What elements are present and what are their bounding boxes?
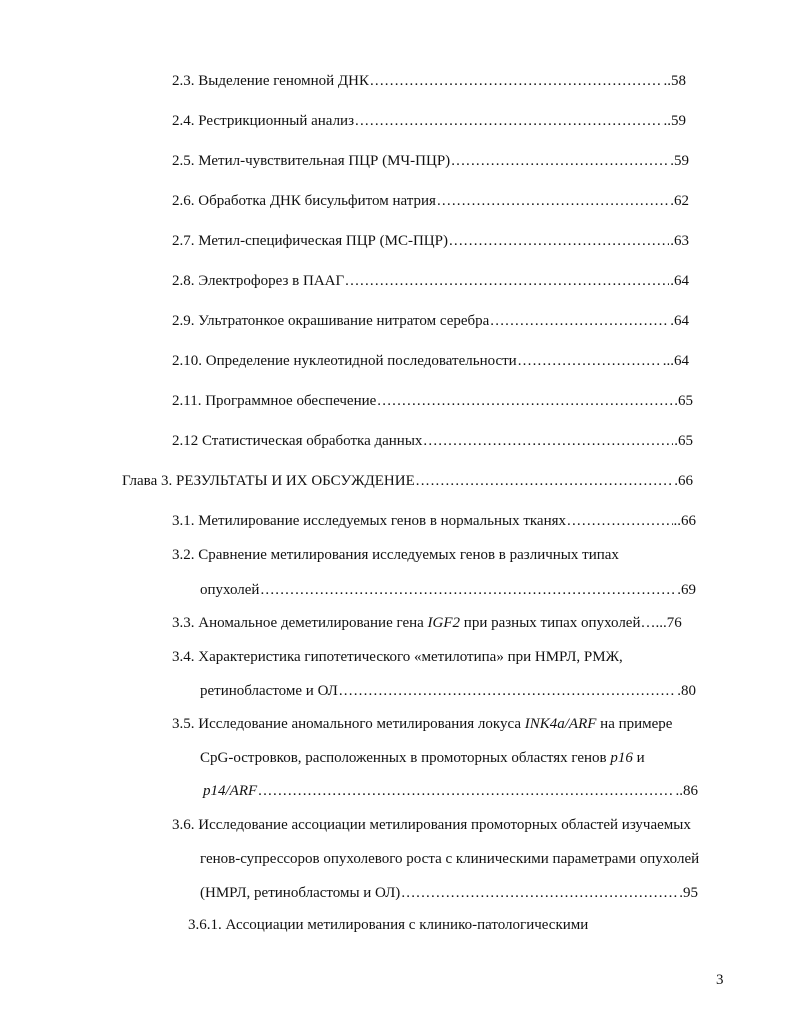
gene-name: INK4a/ARF bbox=[524, 716, 597, 732]
toc-entry-2-8 bbox=[172, 272, 689, 290]
toc-entry-2-11 bbox=[172, 392, 693, 410]
toc-entry-2-9 bbox=[172, 312, 689, 330]
dot-leader bbox=[339, 682, 676, 700]
dot-leader bbox=[451, 152, 669, 170]
toc-label: 2.4. Рестрикционный анализ bbox=[172, 113, 355, 129]
page-number: 3 bbox=[716, 972, 724, 988]
toc-label-line: генов-супрессоров опухолевого роста с клиническими параметрами опухолей bbox=[200, 851, 700, 867]
toc-page: .62 bbox=[670, 193, 689, 209]
toc-page: ..86 bbox=[675, 783, 698, 799]
toc-label-suffix: и bbox=[632, 750, 645, 766]
toc-label-line: 3.6. Исследование ассоциации метилирования промоторных областей изучаемых bbox=[172, 817, 691, 833]
toc-entry-2-12 bbox=[172, 432, 693, 450]
toc-entry-2-5 bbox=[172, 152, 689, 170]
toc-page: .64 bbox=[670, 273, 689, 289]
toc-entry-3-1 bbox=[172, 512, 696, 530]
toc-label: 2.3. Выделение геномной ДНК bbox=[172, 73, 369, 89]
toc-label-prefix: 3.5. Исследование аномального метилирования локуса bbox=[172, 716, 525, 732]
dot-leader bbox=[437, 192, 669, 210]
dot-leader bbox=[567, 512, 672, 530]
toc-label-line bbox=[203, 782, 698, 800]
dot-leader bbox=[258, 782, 674, 800]
toc-label-suffix: на примере bbox=[596, 716, 673, 732]
toc-entry-3-6-1: 3.6.1. Ассоциации метилирования с клинико-патологическими bbox=[188, 917, 589, 933]
toc-entry-2-6 bbox=[172, 192, 689, 210]
toc-label: 2.5. Метил-чувствительная ПЦР (МЧ-ПЦР) bbox=[172, 153, 451, 169]
gene-name: p16 bbox=[610, 750, 633, 766]
toc-label-line bbox=[200, 581, 696, 599]
toc-label-line bbox=[200, 749, 645, 767]
toc-label: Глава 3. РЕЗУЛЬТАТЫ И ИХ ОБСУЖДЕНИЕ bbox=[122, 473, 415, 489]
toc-label: 2.10. Определение нуклеотидной последовательности bbox=[172, 353, 517, 369]
toc-page: .65 bbox=[674, 393, 693, 409]
toc-label: 2.8. Электрофорез в ПААГ bbox=[172, 273, 345, 289]
dot-leader bbox=[401, 884, 678, 902]
toc-label-line bbox=[200, 884, 698, 902]
toc-page: .69 bbox=[677, 582, 696, 598]
toc-page: .64 bbox=[670, 313, 689, 329]
dot-leader bbox=[518, 352, 662, 370]
gene-name: IGF2 bbox=[427, 615, 461, 631]
toc-page: .95 bbox=[679, 885, 698, 901]
toc-entry-chapter-3 bbox=[122, 472, 693, 490]
toc-entry-2-4 bbox=[172, 112, 686, 130]
dot-leader bbox=[490, 312, 669, 330]
dot-leader bbox=[345, 272, 669, 290]
dot-leader bbox=[355, 112, 662, 130]
toc-page: 76 bbox=[666, 615, 682, 631]
toc-page: .59 bbox=[670, 153, 689, 169]
toc-label: (НМРЛ, ретинобластомы и ОЛ) bbox=[200, 885, 401, 901]
toc-page: .65 bbox=[674, 433, 693, 449]
toc-label: опухолей bbox=[200, 582, 260, 598]
toc-label: 2.9. Ультратонкое окрашивание нитратом серебра bbox=[172, 313, 490, 329]
toc-label: 2.12 Статистическая обработка данных bbox=[172, 433, 423, 449]
toc-entry-3-3 bbox=[172, 614, 682, 632]
toc-page: .63 bbox=[670, 233, 689, 249]
toc-label-line: 3.2. Сравнение метилирования исследуемых генов в различных типах bbox=[172, 547, 619, 563]
gene-name: p14/ARF bbox=[203, 783, 258, 799]
toc-page: .66 bbox=[674, 473, 693, 489]
toc-label-prefix: CpG-островков, расположенных в промоторных областях генов bbox=[200, 750, 611, 766]
toc-label-suffix: при разных типах опухолей bbox=[460, 615, 641, 631]
dot-leader bbox=[416, 472, 674, 490]
dot-leader bbox=[260, 581, 676, 599]
toc-page: ..58 bbox=[663, 73, 686, 89]
toc-page: ..59 bbox=[663, 113, 686, 129]
dot-leader: …... bbox=[640, 615, 667, 631]
dot-leader bbox=[449, 232, 669, 250]
dot-leader bbox=[377, 392, 673, 410]
dot-leader bbox=[423, 432, 673, 450]
toc-entry-2-3 bbox=[172, 72, 686, 90]
toc-label-line bbox=[172, 715, 672, 733]
toc-page: .80 bbox=[677, 683, 696, 699]
dot-leader bbox=[370, 72, 663, 90]
toc-label: 2.7. Метил-специфическая ПЦР (МС-ПЦР) bbox=[172, 233, 448, 249]
toc-page: ...64 bbox=[662, 353, 689, 369]
toc-label: 2.6. Обработка ДНК бисульфитом натрия bbox=[172, 193, 436, 209]
toc-page: ..66 bbox=[673, 513, 696, 529]
toc-label: ретинобластоме и ОЛ bbox=[200, 683, 338, 699]
toc-entry-2-7 bbox=[172, 232, 689, 250]
toc-entry-2-10 bbox=[172, 352, 689, 370]
toc-label: 2.11. Программное обеспечение bbox=[172, 393, 377, 409]
toc-label-line: 3.4. Характеристика гипотетического «метилотипа» при НМРЛ, РМЖ, bbox=[172, 649, 623, 665]
toc-label-line bbox=[200, 682, 696, 700]
toc-label-prefix: 3.3. Аномальное деметилирование гена bbox=[172, 615, 428, 631]
toc-label: 3.1. Метилирование исследуемых генов в нормальных тканях bbox=[172, 513, 567, 529]
